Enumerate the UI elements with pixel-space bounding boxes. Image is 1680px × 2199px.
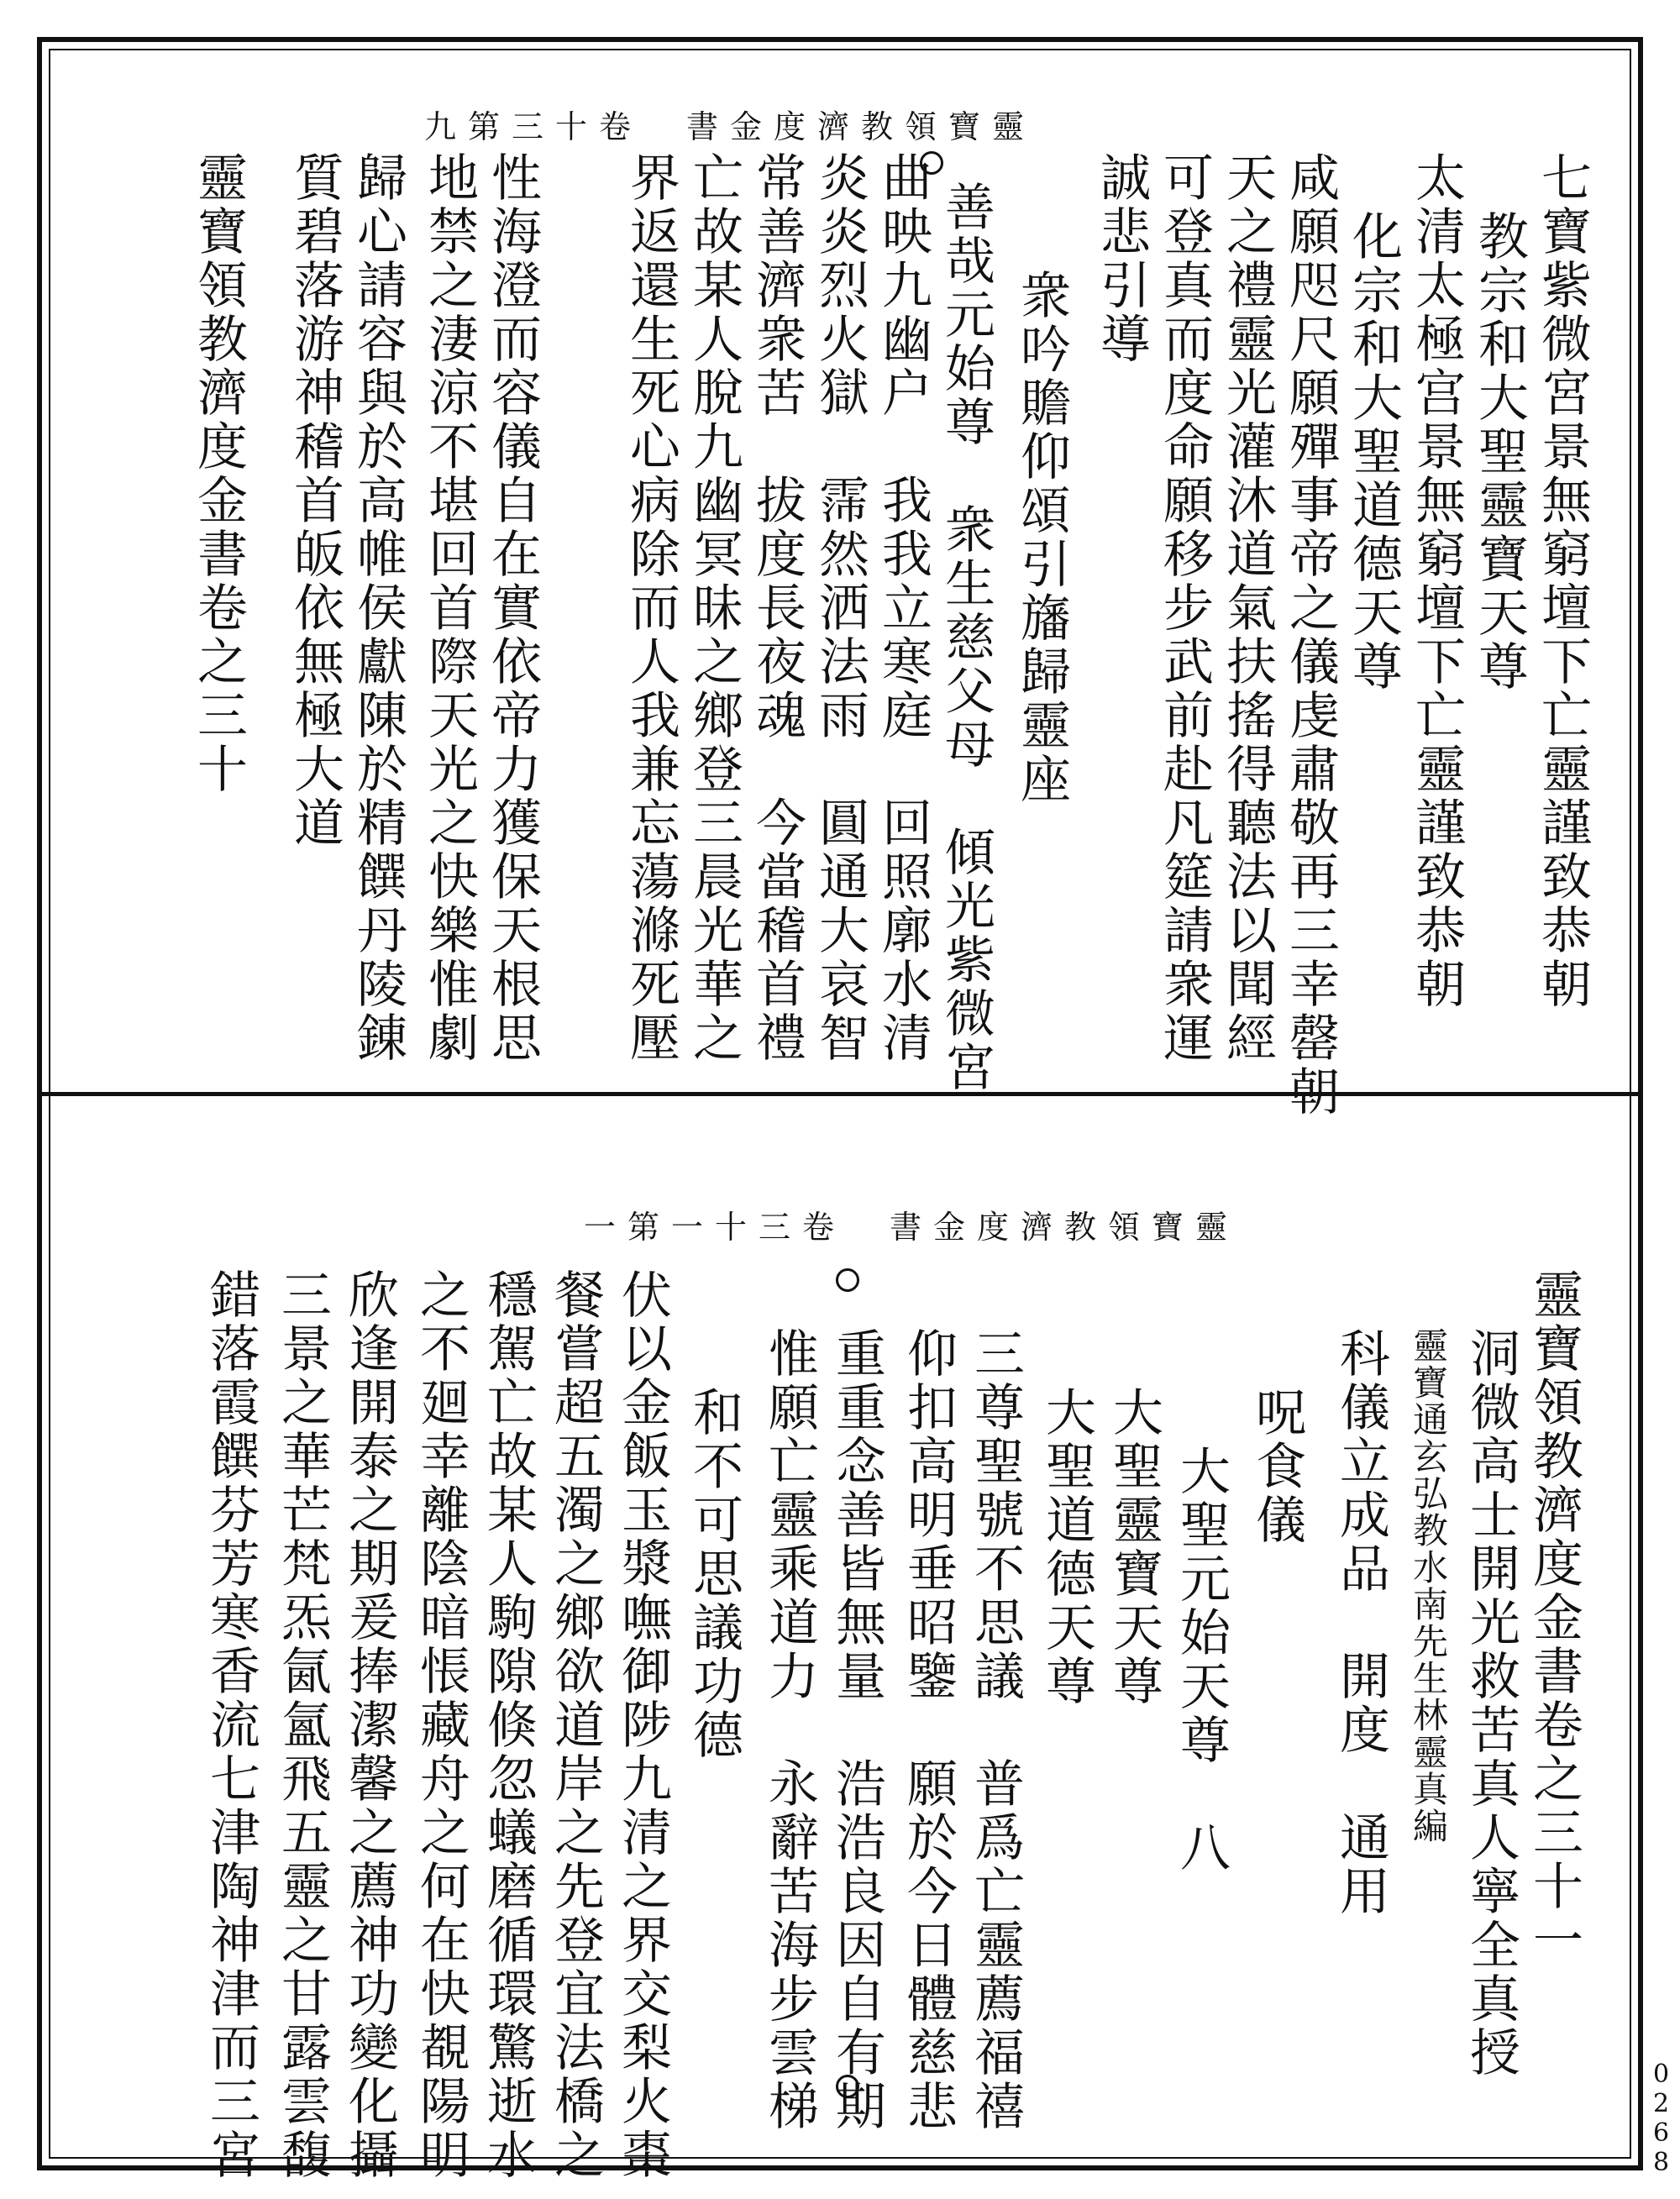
- top-col-6: 天之禮靈光灌沐道氣扶搖得聽法以聞經: [1218, 151, 1277, 1065]
- top-col-2: 教宗和大聖靈寶天尊: [1470, 210, 1529, 694]
- bottom-col-19: 三景之華芒梵炁氤氳飛五靈之甘露雲馥: [273, 1268, 332, 2182]
- bottom-col-13: 和不可思議功德: [685, 1386, 743, 1762]
- top-col-7: 可登真而度命願移步武前赴凡筵請衆運: [1155, 151, 1214, 1065]
- top-col-12: 炎炎烈火獄 霈然洒法雨 圓通大哀智: [811, 151, 869, 1065]
- circle-mark: [836, 1268, 859, 1292]
- bottom-col-16: 穩駕亡故某人駒隙倏忽蟻磨循環驚逝水: [479, 1268, 538, 2182]
- bottom-col-9: 三尊聖號不思議 普爲亡靈薦福禧: [966, 1327, 1025, 2133]
- page-number: [1645, 2060, 1676, 2186]
- top-col-4: 化宗和大聖道德天尊: [1344, 210, 1403, 694]
- bottom-col-3: 靈寶通玄弘教水南先生林靈真編: [1408, 1327, 1449, 1845]
- page-divider: [42, 1092, 1638, 1096]
- bottom-col-2: 洞微高士開光救苦真人寧全真授: [1462, 1327, 1520, 2080]
- top-col-18: 歸心請容與於高帷侯獻陳於精饌丹陵錬: [349, 151, 407, 1065]
- bottom-col-4: 科儀立成品 開度 通用: [1331, 1327, 1390, 1918]
- bottom-col-5: 呪食儀: [1247, 1386, 1306, 1547]
- top-page-header: 九第三十卷 書金度濟教領寶靈: [424, 108, 1037, 145]
- bottom-col-17: 之不廻幸離陰暗悵藏舟之何在快覩陽明: [412, 1268, 470, 2182]
- bottom-col-1: 靈寶領教濟度金書卷之三十一: [1525, 1268, 1583, 1967]
- bottom-col-20: 錯落霞饌芬芳寒香流七津陶神津而三宮: [202, 1268, 260, 2182]
- top-col-15: 界返還生死心病除而人我兼忘蕩滌死壓: [622, 151, 680, 1065]
- circle-mark: [836, 2075, 859, 2098]
- bottom-page-header: 一第一十三卷 書金度濟教領寶靈: [584, 1209, 1240, 1246]
- bottom-col-8: 大聖道德天尊: [1037, 1386, 1096, 1708]
- top-col-5: 咸願咫尺願殫事帝之儀虔肅敬再三幸罄朝: [1281, 151, 1340, 1119]
- page-number-text: 0268: [1646, 2060, 1676, 2177]
- top-col-10: 善哉元始尊 衆生慈父母 傾光紫微宮: [937, 181, 995, 1094]
- bottom-col-14: 伏以金飯玉漿嘸御陟九清之界交梨火棗: [613, 1268, 672, 2182]
- top-col-9: 衆吟贍仰頌引旛歸靈座: [1012, 269, 1071, 806]
- top-col-13: 常善濟衆苦 拔度長夜魂 今當稽首禮: [748, 151, 806, 1065]
- top-col-8: 誠悲引導: [1092, 151, 1151, 366]
- bottom-col-7: 大聖靈寶天尊: [1105, 1386, 1163, 1708]
- bottom-col-10: 仰扣高明垂昭鑒 願於今日體慈悲: [899, 1327, 958, 2133]
- bottom-col-12: 惟願亡靈乘道力 永辭苦海步雲梯: [760, 1327, 819, 2133]
- top-col-1: 七寶紫微宮景無窮壇下亡靈謹致恭朝: [1533, 151, 1592, 1011]
- bottom-col-18: 欣逢開泰之期爰捧潔馨之薦神功變化攝: [340, 1268, 399, 2182]
- bottom-page: [63, 1209, 1600, 2182]
- top-col-17: 地禁之淒涼不堪回首際天光之快樂惟劇: [420, 151, 479, 1065]
- top-col-14: 亡故某人脫九幽冥昧之鄉登三晨光華之: [685, 151, 743, 1065]
- top-col-3: 太清太極宫景無窮壇下亡靈謹致恭朝: [1407, 151, 1466, 1011]
- bottom-col-15: 餐嘗超五濁之鄉欲道岸之先登宜法橋之: [546, 1268, 605, 2182]
- bottom-col-11: 重重念善皆無量 浩浩良因自有期: [827, 1327, 886, 2133]
- top-page: [63, 108, 1600, 1119]
- top-col-19: 質碧落游神稽首皈依無極大道: [286, 151, 344, 850]
- top-col-11: 曲映九幽户 我我立寒庭 回照廓水清: [874, 151, 932, 1065]
- top-col-20: 靈寶領教濟度金書卷之三十: [189, 151, 248, 796]
- bottom-col-6: 大聖元始天尊 八: [1172, 1445, 1231, 1875]
- top-col-16: 性海澄而容儀自在實依帝力獲保天根思: [483, 151, 542, 1065]
